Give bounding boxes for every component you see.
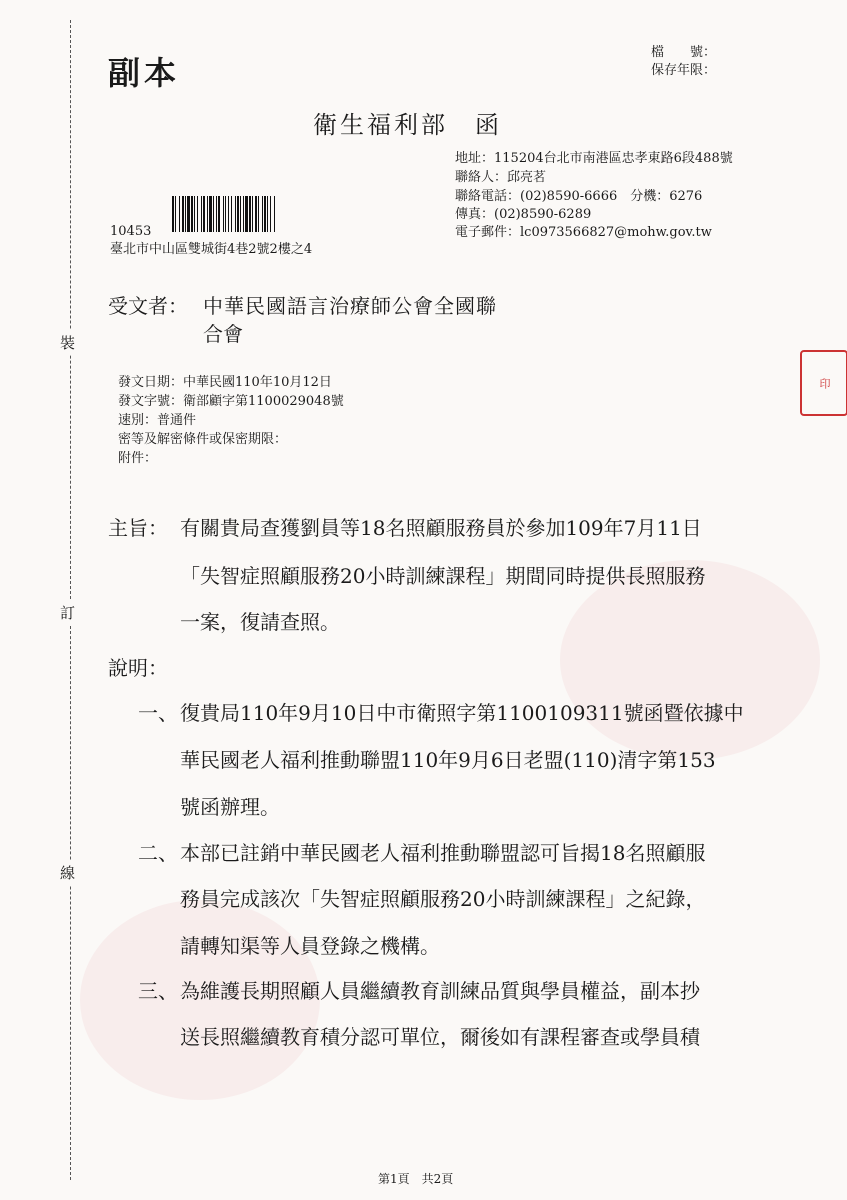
retention-label: 保存年限： (651, 63, 717, 78)
explanation-label: 說明： (108, 656, 168, 680)
sender-contact: 聯絡人：邱亮茗 (455, 170, 547, 185)
binding-char: 線 (60, 860, 75, 885)
page-number: 第1頁 共2頁 (378, 1172, 454, 1186)
item-number: 一、 (138, 701, 178, 725)
subject-label: 主旨： (108, 516, 168, 540)
document-title: 衛生福利部 函 (313, 111, 502, 139)
delivery-speed: 速別：普通件 (118, 413, 197, 428)
sender-fax: 傳真：(02)8590-6289 (455, 207, 592, 222)
file-no-label: 檔 號： (651, 45, 717, 60)
binding-char: 訂 (60, 600, 75, 625)
secrecy-level: 密等及解密條件或保密期限： (118, 432, 288, 447)
item-line: 請轉知渠等人員登錄之機構。 (180, 934, 440, 958)
receiver-line1: 中華民國語言治療師公會全國聯 (203, 294, 497, 318)
barcode-graphic (172, 196, 372, 232)
binding-char: 裝 (60, 330, 75, 355)
receiver-label: 受文者： (108, 294, 188, 318)
sender-phone: 聯絡電話：(02)8590-6666 分機：6276 (455, 189, 703, 204)
item-line: 務員完成該次「失智症照顧服務20小時訓練課程」之紀錄， (180, 887, 706, 911)
subject-line: 「失智症照顧服務20小時訓練課程」期間同時提供長照服務 (180, 564, 706, 588)
barcode-bar (275, 196, 277, 232)
subject-line: 有關貴局查獲劉員等18名照顧服務員於參加109年7月11日 (180, 516, 702, 540)
item-number: 三、 (138, 979, 178, 1003)
item-line: 號函辦理。 (180, 795, 280, 819)
item-line: 送長照繼續教育積分認可單位，爾後如有課程審查或學員積 (180, 1025, 700, 1049)
item-line: 華民國老人福利推動聯盟110年9月6日老盟(110)清字第153 (180, 748, 716, 772)
item-number: 二、 (138, 841, 178, 865)
document-number: 發文字號：衛部顧字第1100029048號 (118, 394, 344, 409)
issue-date: 發文日期：中華民國110年10月12日 (118, 375, 332, 390)
subject-line: 一案，復請查照。 (180, 610, 340, 634)
recipient-address: 臺北市中山區雙城街4巷2號2樓之4 (110, 242, 313, 257)
item-line: 本部已註銷中華民國老人福利推動聯盟認可旨揭18名照顧服 (180, 841, 706, 865)
bleed-through-mark (360, 440, 381, 510)
item-line: 為維護長期照顧人員繼續教育訓練品質與學員權益，副本抄 (180, 979, 700, 1003)
official-seal: 印 (800, 350, 847, 416)
red-stain (560, 560, 820, 760)
sender-email: 電子郵件：lc0973566827@mohw.gov.tw (455, 225, 712, 240)
receiver-line2: 合會 (203, 322, 243, 346)
item-line: 復貴局110年9月10日中市衛照字第1100109311號函暨依據中 (180, 701, 744, 725)
sender-address: 地址：115204台北市南港區忠孝東路6段488號 (455, 151, 733, 166)
attachment-label: 附件： (118, 451, 158, 466)
postal-code: 10453 (110, 224, 152, 239)
copy-label: 副本 (108, 54, 181, 92)
